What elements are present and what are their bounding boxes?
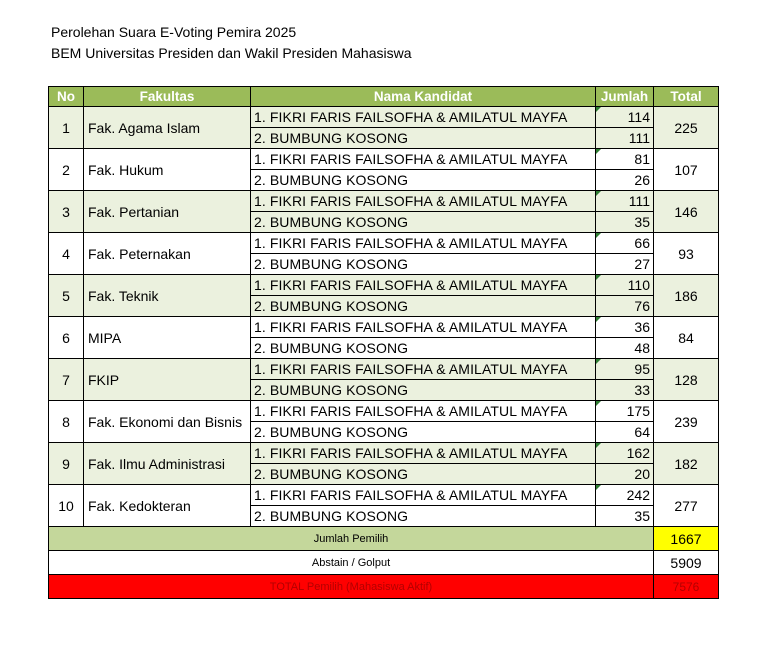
faculty-name: Fak. Kedokteran [84,485,251,527]
faculty-number: 3 [49,191,84,233]
candidate-1-votes-value: 175 [626,403,650,419]
header-kandidat: Nama Kandidat [251,87,596,107]
header-total: Total [654,87,719,107]
candidate-1-votes [596,317,654,338]
candidate-2-name: 2. BUMBUNG KOSONG [251,338,596,359]
candidate-1-name: 1. FIKRI FARIS FAILSOFHA & AMILATUL MAYFA [251,149,596,170]
faculty-row [49,233,719,254]
faculty-total: 277 [654,485,719,527]
cell-note-marker [596,443,601,448]
jumlah-pemilih-row [49,527,719,551]
header-row [49,87,719,107]
candidate-2-name: 2. BUMBUNG KOSONG [251,422,596,443]
vote-results-table [48,86,719,599]
faculty-number: 1 [49,107,84,149]
candidate-1-name: 1. FIKRI FARIS FAILSOFHA & AMILATUL MAYFA [251,359,596,380]
header-jumlah: Jumlah [596,87,654,107]
cell-note-marker [596,233,601,238]
faculty-name: Fak. Ekonomi dan Bisnis [84,401,251,443]
candidate-1-votes-value: 95 [634,361,650,377]
faculty-name: Fak. Peternakan [84,233,251,275]
faculty-name: Fak. Teknik [84,275,251,317]
results-body [49,107,719,599]
faculty-total: 239 [654,401,719,443]
faculty-total: 107 [654,149,719,191]
candidate-1-votes [596,401,654,422]
header-fakultas: Fakultas [84,87,251,107]
jumlah-pemilih-label: Jumlah Pemilih [49,527,654,551]
faculty-total: 146 [654,191,719,233]
candidate-2-name: 2. BUMBUNG KOSONG [251,380,596,401]
candidate-2-name: 2. BUMBUNG KOSONG [251,506,596,527]
faculty-row [49,359,719,380]
total-pemilih-label: TOTAL Pemilih (Mahasiswa Aktif) [49,575,654,599]
candidate-2-votes: 35 [596,212,654,233]
abstain-value: 5909 [654,551,719,575]
candidate-1-votes [596,275,654,296]
faculty-number: 4 [49,233,84,275]
candidate-1-name: 1. FIKRI FARIS FAILSOFHA & AMILATUL MAYFA [251,443,596,464]
candidate-1-name: 1. FIKRI FARIS FAILSOFHA & AMILATUL MAYFA [251,275,596,296]
cell-note-marker [596,485,601,490]
candidate-2-votes: 26 [596,170,654,191]
abstain-row [49,551,719,575]
candidate-1-votes [596,191,654,212]
candidate-1-votes-value: 81 [634,151,650,167]
faculty-total: 93 [654,233,719,275]
faculty-number: 8 [49,401,84,443]
cell-note-marker [596,149,601,154]
cell-note-marker [596,317,601,322]
candidate-1-name: 1. FIKRI FARIS FAILSOFHA & AMILATUL MAYFA [251,485,596,506]
faculty-number: 2 [49,149,84,191]
faculty-row [49,401,719,422]
candidate-2-name: 2. BUMBUNG KOSONG [251,170,596,191]
jumlah-pemilih-value: 1667 [654,527,719,551]
candidate-1-name: 1. FIKRI FARIS FAILSOFHA & AMILATUL MAYFA [251,191,596,212]
faculty-row [49,485,719,506]
header-no: No [49,87,84,107]
candidate-1-votes-value: 242 [626,487,650,503]
faculty-name: Fak. Hukum [84,149,251,191]
total-pemilih-value: 7576 [654,575,719,599]
faculty-name: MIPA [84,317,251,359]
candidate-1-votes-value: 111 [628,193,650,209]
faculty-row [49,275,719,296]
candidate-2-votes: 76 [596,296,654,317]
cell-note-marker [596,107,601,112]
candidate-1-name: 1. FIKRI FARIS FAILSOFHA & AMILATUL MAYFA [251,401,596,422]
candidate-1-name: 1. FIKRI FARIS FAILSOFHA & AMILATUL MAYFA [251,233,596,254]
faculty-total: 225 [654,107,719,149]
candidate-2-name: 2. BUMBUNG KOSONG [251,464,596,485]
faculty-number: 5 [49,275,84,317]
abstain-label: Abstain / Golput [49,551,654,575]
candidate-2-name: 2. BUMBUNG KOSONG [251,212,596,233]
candidate-1-votes [596,485,654,506]
faculty-total: 84 [654,317,719,359]
candidate-1-votes [596,443,654,464]
candidate-1-votes-value: 36 [634,319,650,335]
faculty-number: 9 [49,443,84,485]
candidate-1-votes [596,107,654,128]
candidate-2-votes: 20 [596,464,654,485]
faculty-number: 6 [49,317,84,359]
candidate-2-votes: 111 [596,128,654,149]
cell-note-marker [596,275,601,280]
report-subtitle: BEM Universitas Presiden dan Wakil Presiden Mahasiswa [51,45,412,61]
faculty-row [49,149,719,170]
candidate-1-votes-value: 114 [627,109,650,125]
candidate-1-votes-value: 162 [626,445,650,461]
candidate-1-votes-value: 66 [634,235,650,251]
candidate-2-votes: 64 [596,422,654,443]
candidate-2-votes: 48 [596,338,654,359]
candidate-2-votes: 35 [596,506,654,527]
faculty-row [49,107,719,128]
faculty-row [49,443,719,464]
faculty-name: Fak. Ilmu Administrasi [84,443,251,485]
cell-note-marker [596,191,601,196]
faculty-number: 10 [49,485,84,527]
faculty-total: 182 [654,443,719,485]
faculty-row [49,317,719,338]
candidate-2-name: 2. BUMBUNG KOSONG [251,296,596,317]
faculty-row [49,191,719,212]
candidate-1-votes-value: 110 [627,277,650,293]
faculty-total: 128 [654,359,719,401]
candidate-1-name: 1. FIKRI FARIS FAILSOFHA & AMILATUL MAYFA [251,317,596,338]
candidate-2-votes: 33 [596,380,654,401]
candidate-1-votes [596,149,654,170]
candidate-2-name: 2. BUMBUNG KOSONG [251,128,596,149]
cell-note-marker [596,359,601,364]
cell-note-marker [596,401,601,406]
total-pemilih-row [49,575,719,599]
faculty-name: FKIP [84,359,251,401]
candidate-1-votes [596,359,654,380]
candidate-1-name: 1. FIKRI FARIS FAILSOFHA & AMILATUL MAYFA [251,107,596,128]
candidate-1-votes [596,233,654,254]
faculty-total: 186 [654,275,719,317]
faculty-number: 7 [49,359,84,401]
faculty-name: Fak. Agama Islam [84,107,251,149]
candidate-2-votes: 27 [596,254,654,275]
candidate-2-name: 2. BUMBUNG KOSONG [251,254,596,275]
report-title: Perolehan Suara E-Voting Pemira 2025 [51,24,297,40]
faculty-name: Fak. Pertanian [84,191,251,233]
